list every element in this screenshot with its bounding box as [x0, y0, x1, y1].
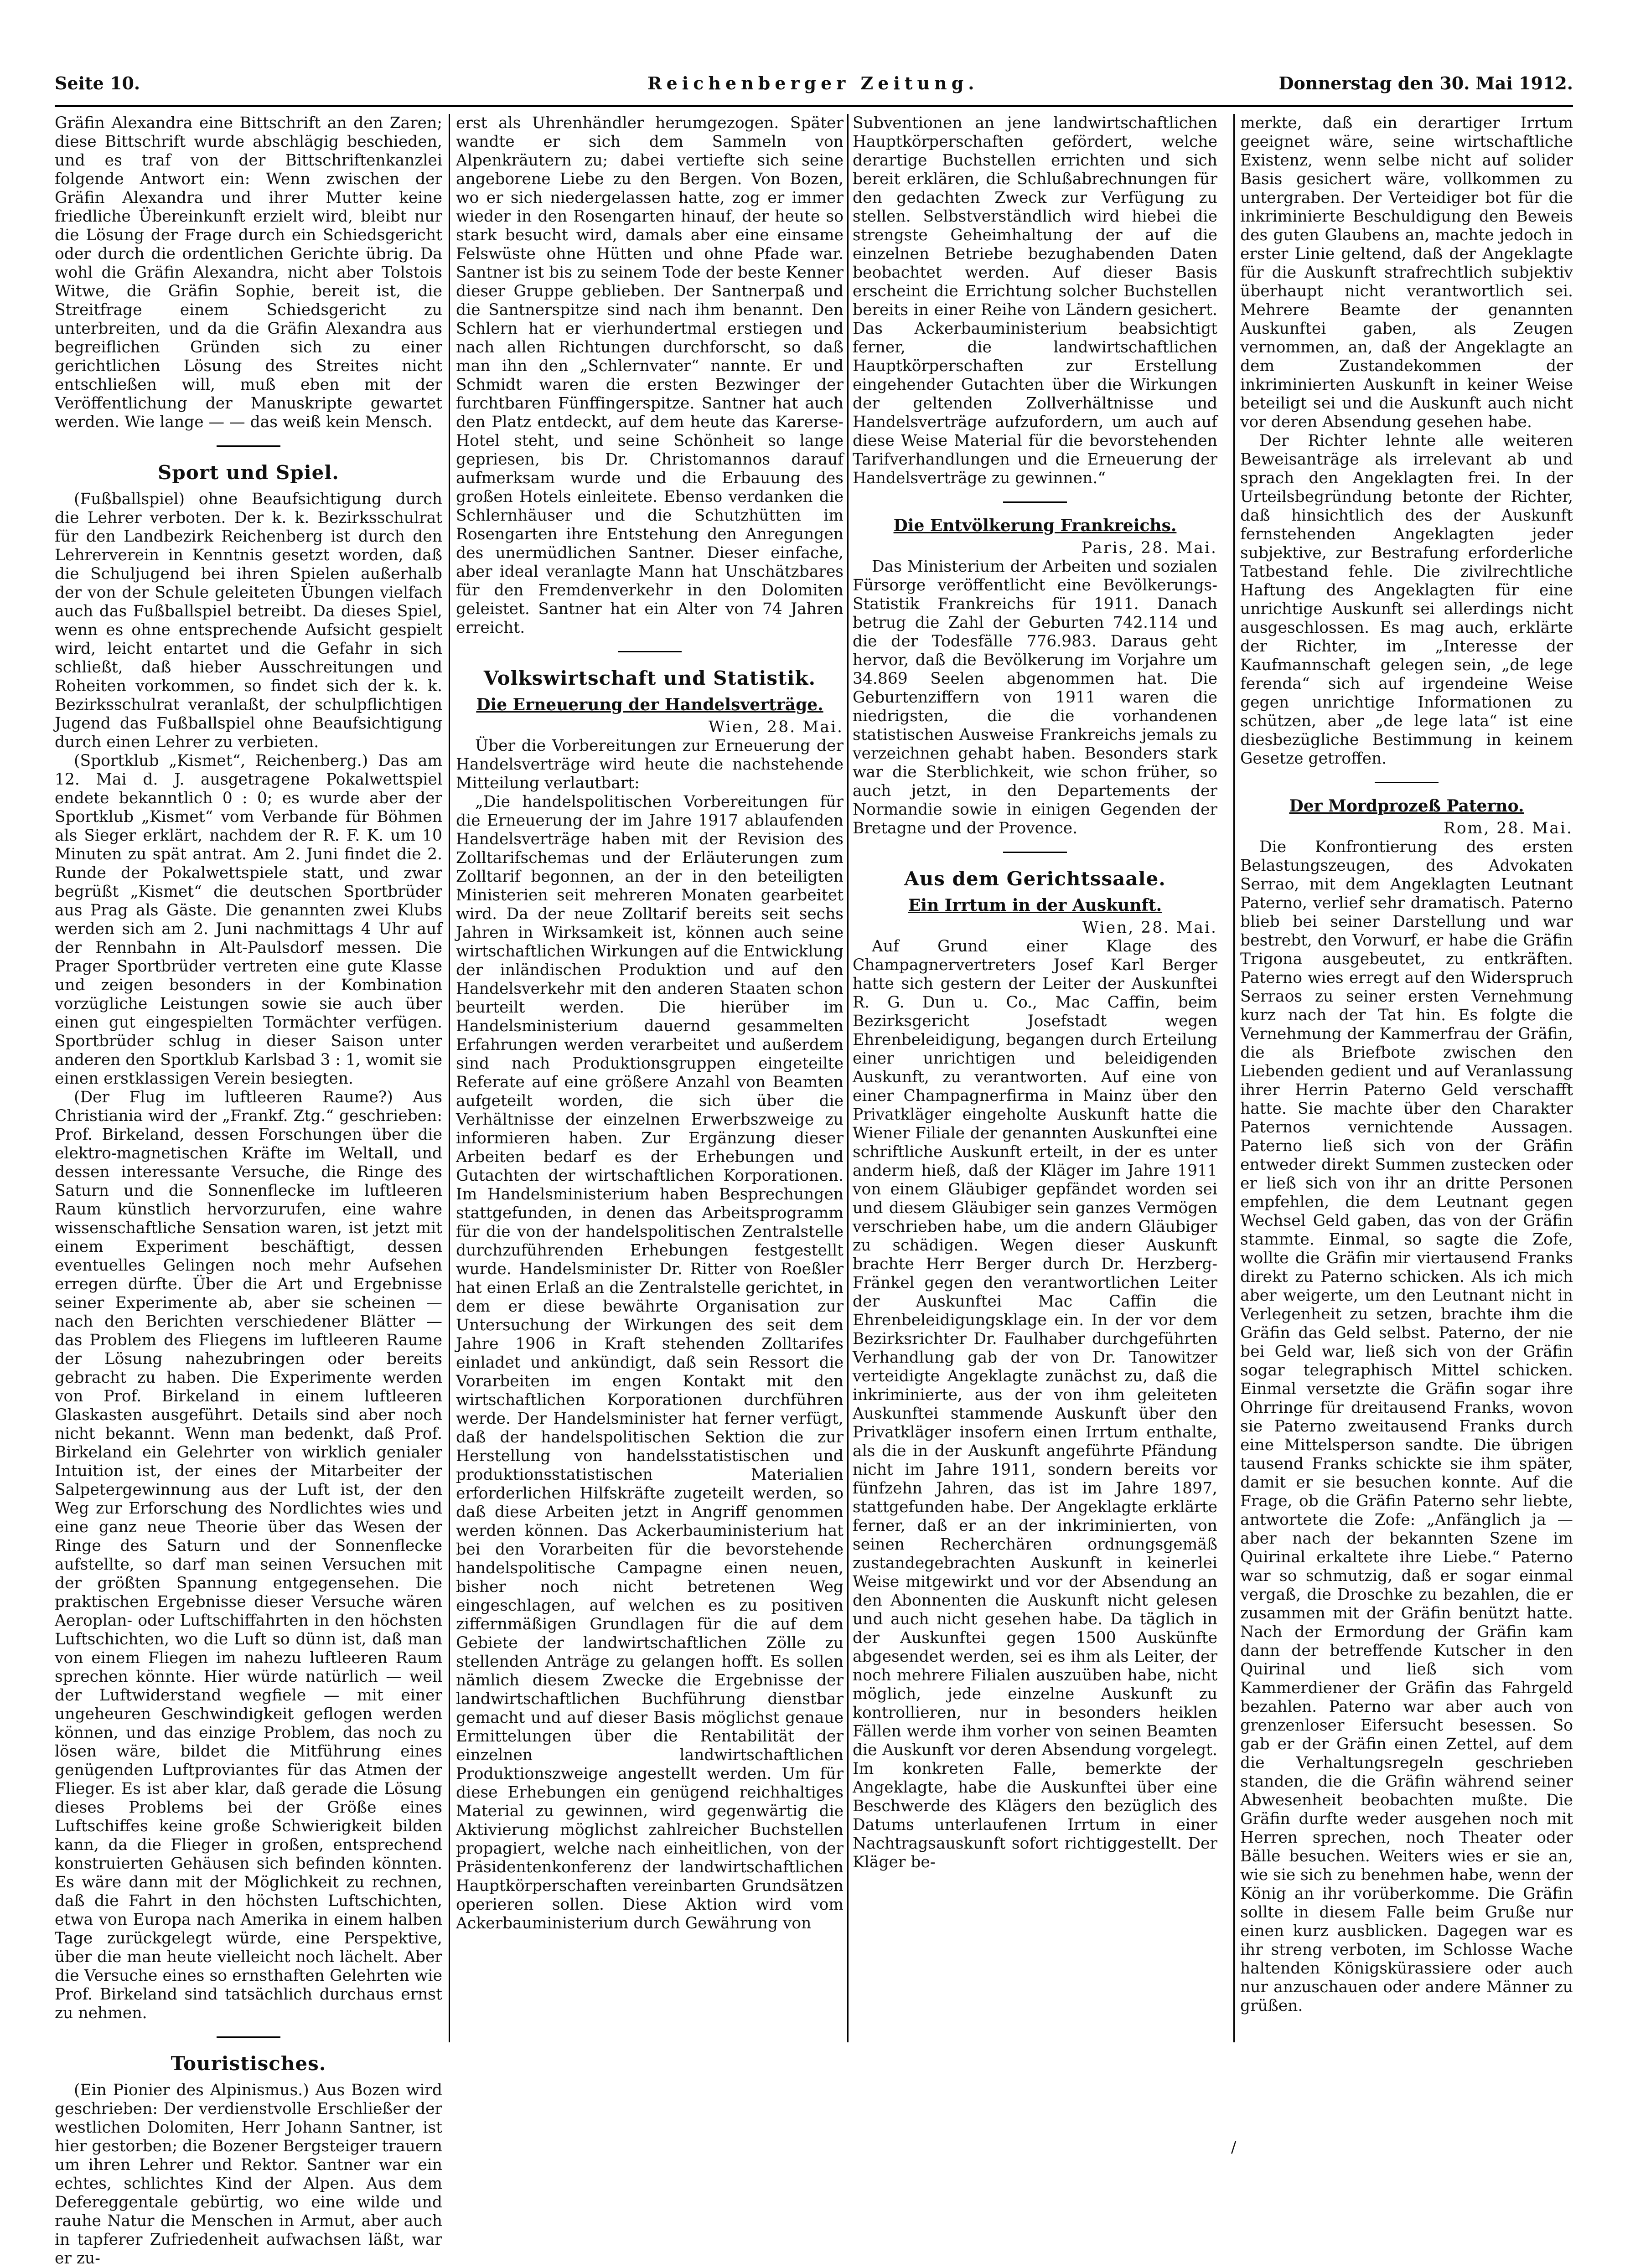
article-paragraph: (Der Flug im luftleeren Raume?) Aus Christiania wird der „Frankf. Ztg.“ geschrieben: Prof. Birkeland, dessen Forschungen über die elektro-magnetischen Kräfte im Weltall, und dessen interessante Versuche, die Ringe des Saturn und die Sonnenflecke im luftleeren Raum künstlich hervorzurufen, eine wahre wissenschaftliche Sensation waren, ist jetzt mit einem Experiment beschäftigt, dessen eventuelles Gelingen noch mehr Aufsehen erregen dürfte. Über die Art und Ergebnisse seiner Experimente ab, aber sie scheinen — nach den Berichten verschiedener Blätter — das Problem des Fliegens im luftleeren Raume der Lösung nahezubringen oder bereits gebracht zu haben. Die Experimente werden von Prof. Birkeland in einem luftleeren Glaskasten ausgeführt. Details sind aber noch nicht bekannt. Wenn man bedenkt, daß Prof. Birkeland ein Gelehrter von wirklich genialer Intuition ist, der eines der Mitarbeiter der Salpetergewinnung aus der Luft ist, der den Weg zur Erforschung des Nordlichtes wies und eine ganz neue Theorie über das Wesen der Ringe des Saturn und der Sonnenflecke aufstellte, so darf man seinen Versuchen mit der größten Spannung entgegensehen. Die praktischen Ergebnisse dieser Versuche wären Aeroplan- oder Luftschiffahrten in den höchsten Luftschichten, wo die Luft so dünn ist, daß man von einem Fliegen im nahezu luftleeren Raum sprechen könnte. Hier würde natürlich — weil der Luftwiderstand wegfiele — mit einer ungeheuren Geschwindigkeit geflogen werden können, und das einzige Problem, das noch zu lösen wäre, bildet die Mitführung eines genügenden Luftproviantes für das Atmen der Flieger. Es ist aber klar, daß gerade die Lösung dieses Problems bei der Größe eines Luftschiffes keine große Schwierigkeit bilden kann, da die Flieger in großen, entsprechend konstruierten Gehäusen sich befinden könnten. Es wäre dann mit der Möglichkeit zu rechnen, daß die Fahrt in den höchsten Luftschichten, etwa von Europa nach Amerika in einem halben Tage zurückgelegt würde, eine Perspektive, über die man heute vielleicht noch lächelt. Aber die Versuche eines so ernsthaften Gelehrten wie Prof. Birkeland sind tatsächlich durchaus ernst zu nehmen.	[55, 1088, 442, 2022]
section-divider	[217, 2036, 280, 2038]
dateline: Wien, 28. Mai.	[1082, 919, 1217, 937]
dateline: Paris, 28. Mai.	[1081, 539, 1217, 557]
masthead-rule	[55, 105, 1573, 107]
column-divider	[847, 114, 849, 2042]
section-divider	[1375, 782, 1439, 783]
dateline: Rom, 28. Mai.	[1443, 819, 1573, 837]
column-1	[55, 114, 442, 2268]
column-2	[456, 114, 844, 2042]
article-paragraph: Das Ministerium der Arbeiten und sozialen Fürsorge veröffentlicht eine Bevölkerungs-Statistik Frankreichs für 1911. Danach betrug die Zahl der Geburten 742.114 und die der Todesfälle 776.983. Daraus geht hervor, daß die Bevölkerung im Vorjahre um 34.869 Seelen abgenommen hat. Die Geburtenziffern von 1911 waren die niedrigsten, die die vorhandenen statistischen Ausweise Frankreichs jemals zu verzeichnen gehabt haben. Besonders stark war die Sterblichkeit, wie schon früher, so auch jetzt, in den Departements der Normandie sowie in einigen Gegenden der Bretagne und der Provence.	[853, 558, 1217, 837]
column-divider	[1233, 114, 1235, 2042]
section-heading-sport: Sport und Spiel.	[158, 461, 339, 484]
newspaper-title: Reichenberger Zeitung.	[647, 73, 979, 93]
issue-date: Donnerstag den 30. Mai 1912.	[1278, 73, 1573, 93]
article-paragraph: Über die Vorbereitungen zur Erneuerung der Handelsverträge wird heute die nachstehende Mitteilung verlautbart:	[456, 737, 844, 792]
masthead	[55, 73, 1573, 105]
article-paragraph: (Sportklub „Kismet“, Reichenberg.) Das am 12. Mai d. J. ausgetragene Pokalwettspiel endete bekanntlich 0 : 0; es wurde aber der Sportklub „Kismet“ vom Verbande für Böhmen als Sieger erklärt, nachdem der R. F. K. um 10 Minuten zu spät antrat. Am 2. Juni findet die 2. Runde der Pokalwettspiele statt, und zwar begrüßt „Kismet“ die deutschen Sportbrüder aus Prag als Gäste. Die genannten zwei Klubs werden sich am 2. Juni nachmittags 4 Uhr auf der Rennbahn in Alt-Paulsdorf messen. Die Prager Sportbrüder vertreten eine gute Klasse und zeigen besonders in der Kombination vorzügliche Leistungen sowie sie auch über einen gut eingespielten Tormächter verfügen. Sportbrüder schlug in dieser Saison unter anderen den Sportklub Karlsbad 3 : 1, womit sie einen erstklassigen Verein besiegten.	[55, 752, 442, 1088]
article-paragraph: „Die handelspolitischen Vorbereitungen für die Erneuerung der im Jahre 1917 ablaufenden Handelsverträge haben mit der Revision des Zolltarifschemas und der Erläuterungen zum Zolltarif begonnen, an der in den beteiligten Ministerien seit mehreren Monaten gearbeitet wird. Da der neue Zolltarif bereits seit sechs Jahren in Wirksamkeit ist, können auch seine wirtschaftlichen Wirkungen auf die Entwicklung der inländischen Produktion und auf den Handelsverkehr mit den anderen Staaten schon beurteilt werden. Die hierüber im Handelsministerium dauernd gesammelten Erfahrungen werden verarbeitet und außerdem sind nach Produktionsgruppen eingeteilte Referate auf eine größere Anzahl von Beamten aufgeteilt worden, die sich über die Verhältnisse der einzelnen Erwerbszweige zu informieren haben. Zur Ergänzung dieser Arbeiten bedarf es der Erhebungen und Gutachten der wirtschaftlichen Korporationen. Im Handelsministerium haben Besprechungen stattgefunden, in denen das Arbeitsprogramm für die von der handelspolitischen Zentralstelle durchzuführenden Erhebungen festgestellt wurde. Handelsminister Dr. Ritter von Roeßler hat einen Erlaß an die Zentralstelle gerichtet, in dem er diese bewährte Organisation zur Untersuchung der Wirkungen des seit dem Jahre 1906 in Kraft stehenden Zolltarifes einladet und ankündigt, daß sein Ressort die Vorarbeiten im engen Kontakt mit den wirtschaftlichen Korporationen durchführen werde. Der Handelsminister hat ferner verfügt, daß der handelspolitischen Sektion die zur Herstellung von handelsstatistischen und produktionsstatistischen Materialien erforderlichen Hilfskräfte zugeteilt werden, so daß diese Arbeiten jetzt in Angriff genommen werden können. Das Ackerbauministerium hat bei den Vorarbeiten für die bevorstehende handelspolitische Campagne einen neuen, bisher noch nicht betretenen Weg eingeschlagen, auf welchen es zu positiven ziffernmäßigen Grundlagen für die auf dem Gebiete der landwirtschaftlichen Zölle zu stellenden Anträge zu gelangen hofft. Es sollen nämlich diesem Zwecke die Ergebnisse der landwirtschaftlichen Buchführung dienstbar gemacht und auf dieser Basis möglichst genaue Ermittelungen über die Rentabilität der einzelnen landwirtschaftlichen Produktionszweige angestellt werden. Um für diese Erhebungen ein genügend reichhaltiges Material zu gewinnen, wird gegenwärtig die Aktivierung möglichst zahlreicher Buchstellen propagiert, welche nach einheitlichen, von der Präsidentenkonferenz der landwirtschaftlichen Hauptkörperschaften vereinbarten Grundsätzen operieren sollen. Diese Aktion wird vom Ackerbauministerium durch Gewährung von	[456, 793, 844, 1932]
article-paragraph: Die Konfrontierung des ersten Belastungszeugen, des Advokaten Serrao, mit dem Angeklagten Leutnant Paterno, verlief sehr dramatisch. Paterno blieb bei seiner Darstellung und war bestrebt, den Vorwurf, er habe die Gräfin Trigona ausgebeutet, zu entkräften. Paterno wies erregt auf den Widerspruch Serraos zu seiner ersten Vernehmung kurz nach der Tat hin. Es folgte die Vernehmung der Kammerfrau der Gräfin, die als Briefbote zwischen den Liebenden gedient und auf Veranlassung ihrer Herrin Paterno Geld verschafft hatte. Sie machte über den Charakter Paternos vernichtende Aussagen. Paterno ließ sich von der Gräfin entweder direkt Summen zustecken oder er ließ sich von ihr an dritte Personen empfehlen, die dem Leutnant gegen Wechsel Geld gaben, das von der Gräfin stammte. Einmal, so sagte die Zofe, wollte die Gräfin mir viertausend Franks direkt zu Paterno schicken. Als ich mich aber weigerte, um den Leutnant nicht in Verlegenheit zu setzen, brachte ihm die Gräfin das Geld selbst. Paterno, der nie bei Geld war, ließ sich von der Gräfin sogar telegraphisch Mittel schicken. Einmal versetzte die Gräfin sogar ihre Ohrringe für dreitausend Franks, wovon sie Paterno zweitausend Franks durch eine Mittelsperson sandte. Die übrigen tausend Franks schickte sie ihm später, damit er sie besuchen konnte. Auf die Frage, ob die Gräfin Paterno sehr liebte, antwortete die Zofe: „Anfänglich ja — aber nach der bekannten Szene im Quirinal erkaltete ihre Liebe.“ Paterno war so schmutzig, daß er sogar einmal vergaß, die Droschke zu bezahlen, die er zusammen mit der Gräfin benützt hatte. Nach der Ermordung der Gräfin kam dann der betreffende Kutscher in den Quirinal und ließ sich vom Kammerdiener der Gräfin das Fahrgeld bezahlen. Paterno war aber auch von grenzenloser Eifersucht besessen. So gab er der Gräfin einen Zettel, auf dem die Verhaltungsregeln geschrieben standen, die die Gräfin während seiner Abwesenheit beobachten mußte. Die Gräfin durfte weder ausgehen noch mit Herren sprechen, noch Theater oder Bälle besuchen. Weiters wies er sie an, wie sie sich zu benehmen habe, wenn der König an ihr vorüberkomme. Die Gräfin sollte in diesem Falle beim Gruße nur einen kurz ausblicken. Dagegen war es ihr streng verboten, im Schlosse Wache haltenden Königskürassiere oder auch nur anzuschauen oder andere Männer zu grüßen.	[1240, 838, 1573, 2015]
article-paragraph: Subventionen an jene landwirtschaftlichen Hauptkörperschaften gefördert, welche derartige Buchstellen errichten und sich bereit erklären, die Schlußabrechnungen für den gedachten Zweck zur Verfügung zu stellen. Selbstverständlich wird hiebei die strengste Geheimhaltung der auf die einzelnen Betriebe bezughabenden Daten beobachtet werden. Auf dieser Basis erscheint die Errichtung solcher Buchstellen bereits in einer Reihe von Ländern gesichert. Das Ackerbauministerium beabsichtigt ferner, die landwirtschaftlichen Hauptkörperschaften zur Erstellung eingehender Gutachten über die Wirkungen der geltenden Zollverhältnisse und Handelsverträge aufzufordern, um auch auf diese Weise Material für die bevorstehenden Tarifverhandlungen und die Erneuerung der Handelsverträge zu gewinnen.“	[853, 114, 1217, 487]
article-paragraph: Der Richter lehnte alle weiteren Beweisanträge als irrelevant ab und sprach den Angeklagten frei. In der Urteilsbegründung betonte der Richter, daß hinsichtlich des der Auskunft fernstehenden Angeklagten jeder subjektive, zur Bestrafung erforderliche Tatbestand fehle. Die zivilrechtliche Haftung des Angeklagten für eine unrichtige Auskunft sei allerdings nicht ausgeschlossen. Es mag auch, erklärte der Richter, im „Interesse der Kaufmannschaft gelegen sein, „de lege ferenda“ sich auf irgendeine Weise gegen unrichtige Informationen zu schützen, aber „de lege lata“ ist eine diesbezügliche Bestimmung in keinem Gesetze getroffen.	[1240, 432, 1573, 768]
article-headline: Ein Irrtum in der Auskunft.	[908, 896, 1162, 915]
section-divider	[1003, 501, 1067, 503]
section-divider	[217, 445, 280, 447]
section-divider	[1003, 852, 1067, 853]
footer-mark: /	[1231, 2138, 1237, 2156]
article-paragraph: Gräfin Alexandra eine Bittschrift an den Zaren; diese Bittschrift wurde abschlägig beschieden, und es traf von der Bittschriftenkanzlei folgende Antwort ein: Wenn zwischen der Gräfin Alexandra und ihrer Mutter keine friedliche Übereinkunft erzielt wird, bleibt nur die Lösung der Frage durch ein Schiedsgericht oder durch die ordentlichen Gerichte übrig. Da wohl die Gräfin Alexandra, nicht aber Tolstois Witwe, die Gräfin Sophie, bereit ist, die Streitfrage einem Schiedsgericht zu unterbreiten, und da die Gräfin Alexandra aus begreiflichen Gründen sich zu einer gerichtlichen Lösung des Streites nicht entschließen will, muß eben mit der Veröffentlichung der Manuskripte gewartet werden. Wie lange — — das weiß kein Mensch.	[55, 114, 442, 431]
page-number: Seite 10.	[55, 73, 140, 93]
article-headline: Die Erneuerung der Handelsverträge.	[476, 695, 823, 714]
column-divider	[449, 114, 450, 2042]
article-paragraph: (Fußballspiel) ohne Beaufsichtigung durch die Lehrer verboten. Der k. k. Bezirksschulrat für den Landbezirk Reichenberg ist durch den Lehrerverein in Kenntnis gesetzt worden, daß die Schuljugend bei ihren Spielen außerhalb der von der Schule geleiteten Übungen vielfach auch das Fußballspiel betreibt. Da dieses Spiel, wenn es ohne entsprechende Aufsicht gespielt wird, leicht entartet und die Gefahr in sich schließt, daß hieber Ausschreitungen und Roheiten vorkommen, so findet sich der k. k. Bezirksschulrat veranlaßt, der schulpflichtigen Jugend das Fußballspiel ohne Beaufsichtigung durch einen Lehrer zu verbieten.	[55, 490, 442, 751]
article-paragraph: Auf Grund einer Klage des Champagnervertreters Josef Karl Berger hatte sich gestern der Leiter der Auskunftei R. G. Dun u. Co., Mac Caffin, beim Bezirksgericht Josefstadt wegen Ehrenbeleidigung, begangen durch Erteilung einer unrichtigen und beleidigenden Auskunft, zu verantworten. Auf eine von einer Champagnerfirma in Mainz über den Privatkläger eingeholte Auskunft hatte die Wiener Filiale der genannten Auskunftei eine schriftliche Auskunft erteilt, in der es unter anderm hieß, daß der Kläger im Jahre 1911 von einem Gläubiger gepfändet worden sei und diesem Gläubiger sein ganzes Vermögen verschrieben habe, um die andern Gläubiger zu schädigen. Wegen dieser Auskunft brachte Herr Berger durch Dr. Herzberg-Fränkel gegen den verantwortlichen Leiter der Auskunftei Mac Caffin die Ehrenbeleidigungsklage ein. In der vor dem Bezirksrichter Dr. Faulhaber durchgeführten Verhandlung gab der von Dr. Tanowitzer verteidigte Angeklagte zunächst zu, daß die inkriminierte, aus der von ihm geleiteten Auskunftei stammende Auskunft über den Privatkläger insofern einen Irrtum enthalte, als die in der Auskunft angeführte Pfändung nicht im Jahre 1911, sondern bereits vor fünfzehn Jahren, das ist im Jahre 1897, stattgefunden habe. Der Angeklagte erklärte ferner, daß er an der inkriminierten, von seinen Recherchären ordnungsgemäß zustandegebrachten Auskunft in keinerlei Weise mitgewirkt und vor der Absendung an den Abonnenten die Auskunft nicht gelesen und auch nicht gesehen habe. Da täglich in der Auskunftei gegen 1500 Auskünfte abgesendet werden, sei es ihm als Leiter, der noch mehrere Filialen auszuüben habe, nicht möglich, jede einzelne Auskunft zu kontrollieren, nur in besonders heiklen Fällen werde ihm vorher von seinen Beamten die Auskunft vor deren Absendung vorgelegt. Im konkreten Falle, bemerkte der Angeklagte, habe die Auskunftei über eine Beschwerde des Klägers den bezüglich des Datums unterlaufenen Irrtum in einer Nachtragsauskunft sofort richtiggestellt. Der Kläger be-	[853, 937, 1217, 1871]
dateline: Wien, 28. Mai.	[708, 718, 844, 736]
column-3	[853, 114, 1217, 2042]
article-headline: Der Mordprozeß Paterno.	[1289, 796, 1524, 816]
section-heading-gerichtssaal: Aus dem Gerichtssaale.	[904, 868, 1166, 890]
article-paragraph: erst als Uhrenhändler herumgezogen. Später wandte er sich dem Sammeln von Alpenkräutern zu; dabei vertiefte sich seine angeborene Liebe zu den Bergen. Von Bozen, wo er sich niedergelassen hatte, zog er immer wieder in den Rosengarten hinauf, der heute so stark besucht wird, damals aber eine einsame Felswüste ohne Hütten und ohne Pfade war. Santner ist bis zu seinem Tode der beste Kenner dieser Gruppe geblieben. Der Santnerpaß und die Santnerspitze sind nach ihm benannt. Den Schlern hat er vierhundertmal erstiegen und nach allen Richtungen durchforscht, so daß man ihn den „Schlernvater“ nannte. Er und Schmidt waren die ersten Bezwinger der furchtbaren Fünffingerspitze. Santner hat auch den Platz entdeckt, auf dem heute das Karerse-Hotel steht, und seine Schönheit so lange gepriesen, bis Dr. Christomannos darauf aufmerksam wurde und die Erbauung des großen Hotels einleitete. Ebenso verdanken die Schlernhäuser und die Schutzhütten im Rosengarten ihre Entstehung den Anregungen des unermüdlichen Santner. Dieser einfache, aber ideal veranlagte Mann hat Unschätzbares für den Fremdenverkehr in den Dolomiten geleistet. Santner hat ein Alter von 74 Jahren erreicht.	[456, 114, 844, 637]
column-4	[1240, 114, 1573, 2042]
section-divider	[618, 651, 682, 652]
article-paragraph: (Ein Pionier des Alpinismus.) Aus Bozen wird geschrieben: Der verdienstvolle Erschließer der westlichen Dolomiten, Herr Johann Santner, ist hier gestorben; die Bozener Bergsteiger trauern um ihren Lehrer und Rektor. Santner war ein echtes, schlichtes Kind der Alpen. Aus dem Defereggentale gebürtig, wo eine wilde und rauhe Natur die Menschen in Armut, aber auch in tapferer Zufriedenheit aufwachsen läßt, war er zu-	[55, 2081, 442, 2268]
article-paragraph: merkte, daß ein derartiger Irrtum geeignet wäre, seine wirtschaftliche Existenz, wenn selbe nicht auf solider Basis gesichert wäre, vollkommen zu untergraben. Der Verteidiger bot für die inkriminierte Beschuldigung den Beweis des guten Glaubens an, machte jedoch in erster Linie geltend, daß der Angeklagte für die Auskunft strafrechtlich subjektiv überhaupt nicht verantwortlich sei. Mehrere Beamte der genannten Auskunftei gaben, als Zeugen vernommen, an, daß der Angeklagte an dem Zustandekommen der inkriminierten Auskunft in keiner Weise beteiligt sei und die Auskunft auch nicht vor deren Absendung gesehen habe.	[1240, 114, 1573, 431]
section-heading-touristisches: Touristisches.	[171, 2052, 326, 2075]
article-headline: Die Entvölkerung Frankreichs.	[893, 516, 1177, 535]
section-heading-volkswirtschaft: Volkswirtschaft und Statistik.	[483, 667, 816, 689]
